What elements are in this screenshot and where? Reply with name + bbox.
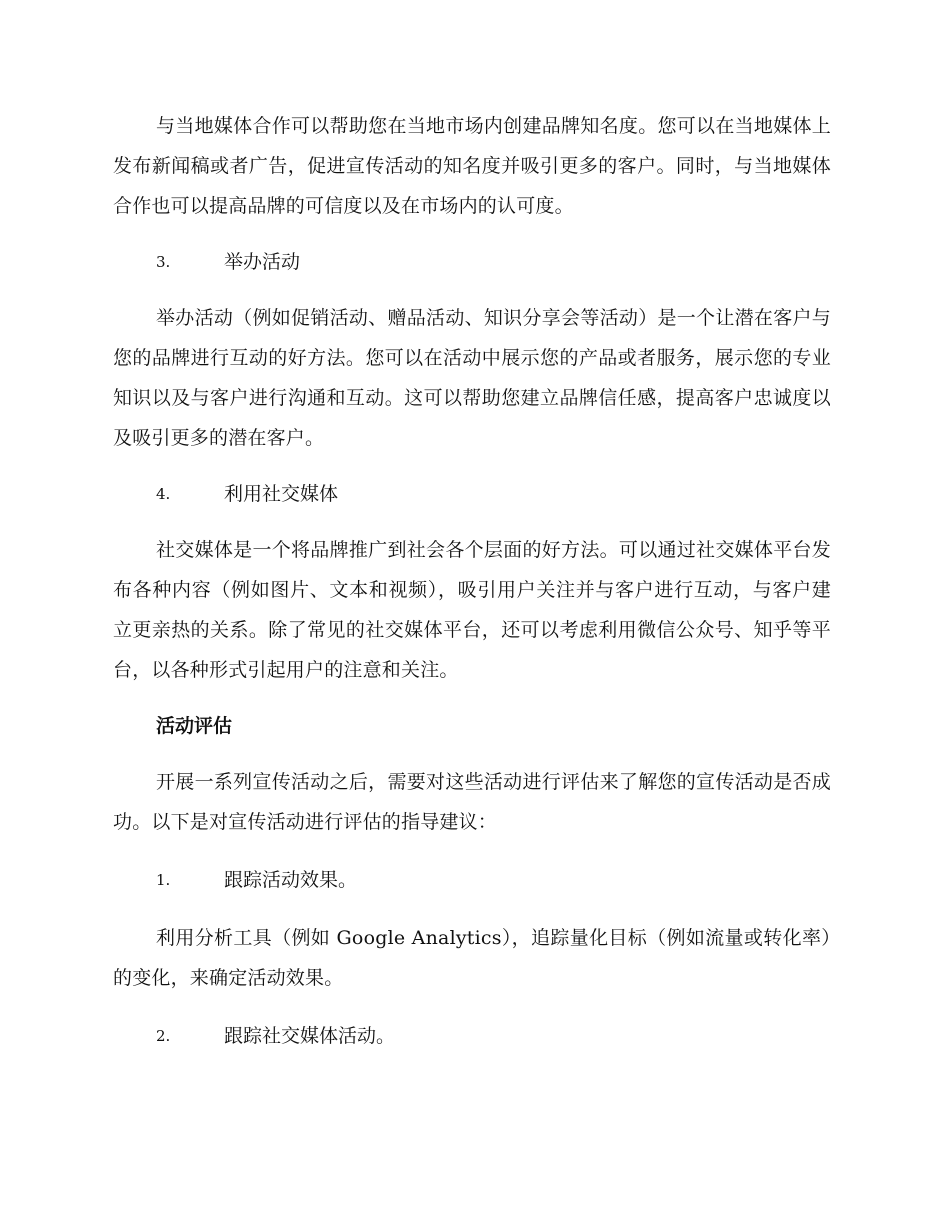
list-label: 举办活动 <box>224 251 301 273</box>
paragraph-evaluation-intro: 开展一系列宣传活动之后，需要对这些活动进行评估来了解您的宣传活动是否成功。以下是对宣传活动进行评估的指导建议： <box>113 771 831 833</box>
list-item-eval-2 <box>113 1016 831 1056</box>
list-item-4 <box>113 474 831 514</box>
list-number: 4. <box>156 485 171 503</box>
list-label: 跟踪社交媒体活动。 <box>224 1025 396 1047</box>
list-number: 1. <box>156 871 171 889</box>
list-number: 3. <box>156 253 171 271</box>
list-item-3 <box>113 242 831 282</box>
section-heading: 活动评估 <box>156 715 233 737</box>
list-label: 跟踪活动效果。 <box>224 869 358 891</box>
paragraph-analytics: 利用分析工具（例如 Google Analytics），追踪量化目标（例如流量或转化率）的变化，来确定活动效果。 <box>113 927 831 989</box>
list-label: 利用社交媒体 <box>224 483 339 505</box>
paragraph-events: 举办活动（例如促销活动、赠品活动、知识分享会等活动）是一个让潜在客户与您的品牌进行互动的好方法。您可以在活动中展示您的产品或者服务，展示您的专业知识以及与客户进行沟通和互动。这可以帮助您建立品牌信任感，提高客户忠诚度以及吸引更多的潜在客户。 <box>113 307 831 449</box>
paragraph-local-media: 与当地媒体合作可以帮助您在当地市场内创建品牌知名度。您可以在当地媒体上发布新闻稿或者广告，促进宣传活动的知名度并吸引更多的客户。同时，与当地媒体合作也可以提高品牌的可信度以及在市场内的认可度。 <box>113 115 831 217</box>
document-body <box>113 106 831 1056</box>
list-number: 2. <box>156 1027 171 1045</box>
paragraph-social-media: 社交媒体是一个将品牌推广到社会各个层面的好方法。可以通过社交媒体平台发布各种内容（例如图片、文本和视频），吸引用户关注并与客户进行互动，与客户建立更亲热的关系。除了常见的社交媒体平台，还可以考虑利用微信公众号、知乎等平台，以各种形式引起用户的注意和关注。 <box>113 539 831 681</box>
list-item-eval-1 <box>113 860 831 900</box>
